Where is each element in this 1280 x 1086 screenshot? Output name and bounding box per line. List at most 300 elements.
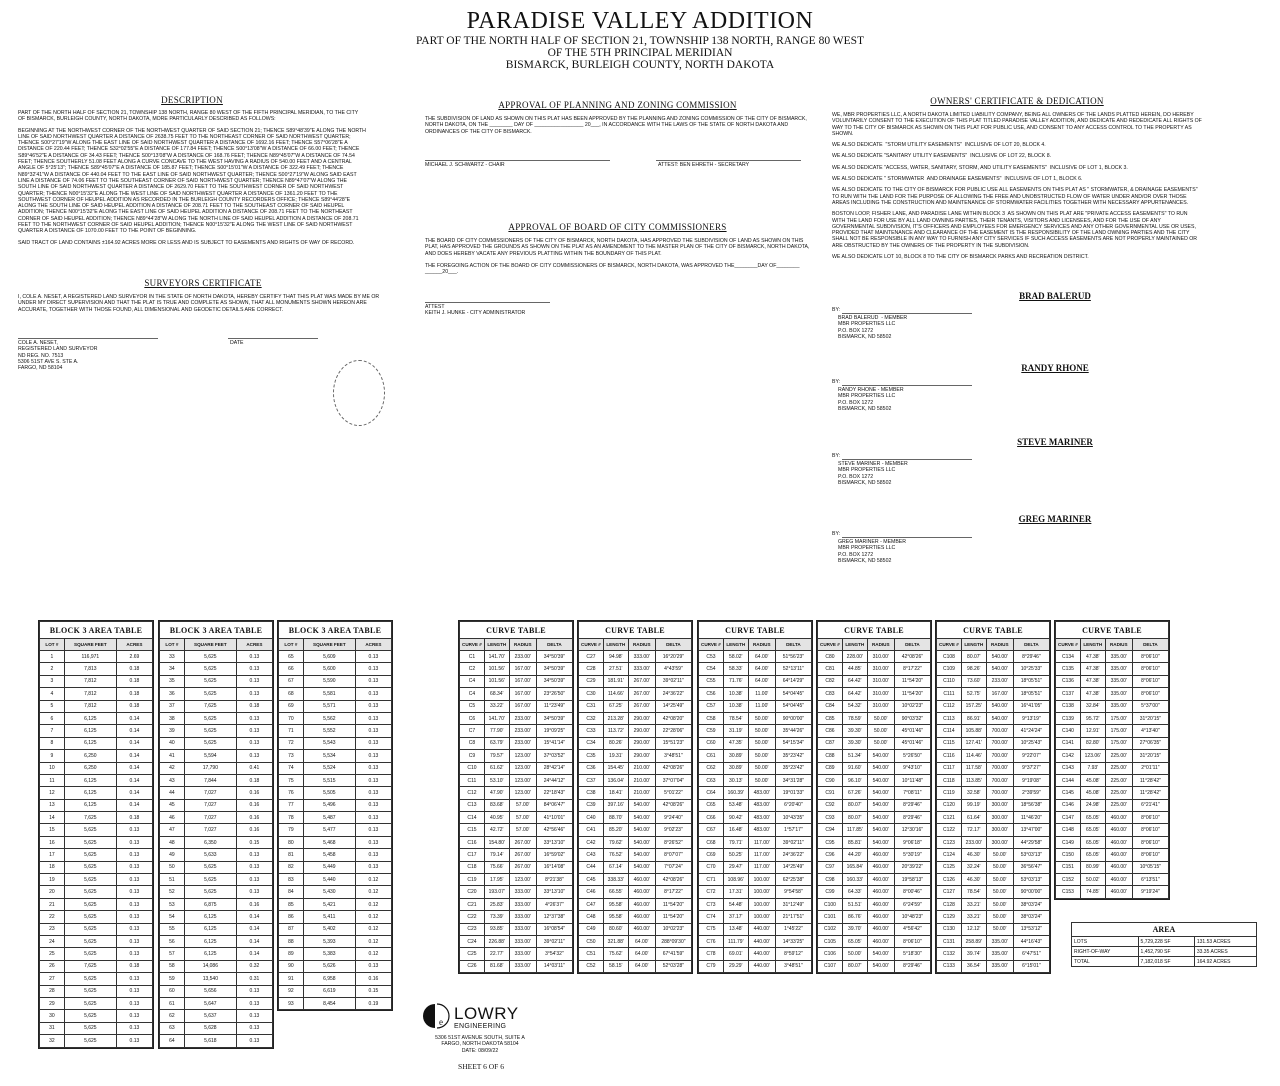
table-cell: 127.41' <box>961 737 986 749</box>
table-cell: 19.31' <box>603 750 628 762</box>
table-cell: 1°45'22" <box>775 923 811 935</box>
table-row <box>160 849 273 861</box>
table-cell: 5,515 <box>303 774 355 786</box>
table-cell: 540.00' <box>986 651 1013 663</box>
curve-table-4 <box>935 620 1051 974</box>
table-cell: 5,625 <box>64 1010 116 1022</box>
table-row <box>818 725 931 737</box>
table-cell: C26 <box>460 960 485 972</box>
table-cell: 4°26'37" <box>536 898 572 910</box>
table-cell: 5,625 <box>184 675 236 687</box>
table-row <box>160 700 273 712</box>
table-cell: 47 <box>160 824 185 836</box>
table-row <box>40 688 153 700</box>
table-cell: 460.00' <box>1105 812 1132 824</box>
table-cell: C151 <box>1056 861 1081 873</box>
table-cell: 33.21' <box>961 898 986 910</box>
owner-by-2: BY: <box>832 453 841 459</box>
table-cell: 1 <box>40 651 65 663</box>
table-cell: C60 <box>699 737 724 749</box>
table-cell: 23°26'50" <box>536 688 572 700</box>
table-cell: 90°00'00" <box>775 712 811 724</box>
table-cell: 31°12'49" <box>775 898 811 910</box>
table-cell: 8°59'12" <box>775 948 811 960</box>
table-cell: 0.14 <box>116 712 152 724</box>
table-cell: 34°50'39" <box>536 651 572 663</box>
table-cell: 16°20'29" <box>655 651 691 663</box>
table-row <box>1056 812 1169 824</box>
table-cell: C75 <box>699 923 724 935</box>
table-cell: 7,625 <box>184 700 236 712</box>
table-row <box>1056 663 1169 675</box>
table-row <box>40 935 153 947</box>
table-cell: 64.00' <box>628 948 655 960</box>
table-row <box>937 861 1050 873</box>
table-cell: 5,581 <box>303 688 355 700</box>
table-cell: 0.13 <box>236 874 272 886</box>
table-cell: 0.13 <box>236 750 272 762</box>
table-row <box>818 750 931 762</box>
table-cell: C21 <box>460 898 485 910</box>
table-cell: 290.00' <box>628 737 655 749</box>
table-cell: 7°07'24" <box>655 861 691 873</box>
table-cell: 0.14 <box>236 923 272 935</box>
table-cell: 11 <box>40 774 65 786</box>
table-cell: 12.91' <box>1080 725 1105 737</box>
table-cell: 0.13 <box>116 985 152 997</box>
table-cell: 540.00' <box>986 663 1013 675</box>
table-cell: 63 <box>160 1022 185 1034</box>
table-cell: 225.00' <box>1105 799 1132 811</box>
table-cell: 8°17'22" <box>894 663 930 675</box>
table-cell: 8 <box>40 737 65 749</box>
table-cell: 86 <box>279 911 304 923</box>
table-cell: 460.00' <box>867 886 894 898</box>
table-row <box>699 935 812 947</box>
table-cell: 0.13 <box>116 849 152 861</box>
table-row <box>699 688 812 700</box>
table-cell: 210.00' <box>628 787 655 799</box>
table-cell: 42°08'26" <box>655 799 691 811</box>
table-cell: 65.05' <box>1080 812 1105 824</box>
table-cell: 0.13 <box>236 737 272 749</box>
table-cell: 310.00' <box>867 700 894 712</box>
table-cell: 64.00' <box>748 675 775 687</box>
table-row <box>160 886 273 898</box>
table-row <box>279 985 392 997</box>
area-cell: 5,729,228 SF <box>1138 937 1194 947</box>
table-cell: 45.08' <box>1080 774 1105 786</box>
table-cell: 81.68' <box>484 960 509 972</box>
table-row <box>460 651 573 663</box>
table-cell: 460.00' <box>628 911 655 923</box>
table-cell: C4 <box>460 688 485 700</box>
table-cell: 23 <box>40 923 65 935</box>
table-cell: 0.13 <box>116 948 152 960</box>
table-cell: C123 <box>937 836 962 848</box>
table-cell: 45°01'46" <box>894 725 930 737</box>
table-cell: 11.00' <box>748 700 775 712</box>
table-cell: 333.00' <box>509 923 536 935</box>
table-cell: C35 <box>579 750 604 762</box>
table-cell: 7,812 <box>64 675 116 687</box>
table-cell: 40.95' <box>484 812 509 824</box>
table-cell: 82.80' <box>1080 737 1105 749</box>
table-cell: 15 <box>40 824 65 836</box>
table-cell: 55 <box>160 923 185 935</box>
table-cell: 46.30' <box>961 874 986 886</box>
curve-table-caption: CURVE TABLE <box>579 622 692 639</box>
table-cell: 460.00' <box>867 935 894 947</box>
table-cell: C63 <box>699 774 724 786</box>
table-cell: 42 <box>160 762 185 774</box>
table-cell: 37.17' <box>723 911 748 923</box>
table-cell: 86.91' <box>961 712 986 724</box>
table-cell: 50.25' <box>723 849 748 861</box>
table-cell: 540.00' <box>867 836 894 848</box>
table-cell: 10°25'33" <box>1013 663 1049 675</box>
plat-title: PARADISE VALLEY ADDITION <box>466 8 814 34</box>
table-cell: C122 <box>937 824 962 836</box>
table-cell: 5,628 <box>184 1022 236 1034</box>
table-cell: 225.00' <box>1105 774 1132 786</box>
table-cell: 5,625 <box>184 651 236 663</box>
planning-text: THE SUBDIVISION OF LAND AS SHOWN ON THIS PLAT HAS BEEN APPROVED BY THE PLANNING AND ZONING COMMISSION OF THE CITY OF BISMARCK, NORTH DAKOTA, ON THE ________ DAY OF _________________ 20___, IN ACCORDANCE WITH THE LAWS OF THE STATE OF NORTH DAKOTA AND ORDINANCES OF THE CITY OF BISMARCK. <box>425 116 809 135</box>
table-cell: 6°24'59" <box>894 898 930 910</box>
table-cell: 64.00' <box>748 651 775 663</box>
table-cell: 6°47'51" <box>1013 948 1049 960</box>
table-row <box>818 762 931 774</box>
plat-subtitle-3: BISMARCK, BURLEIGH COUNTY, NORTH DAKOTA <box>505 59 775 71</box>
table-row <box>279 886 392 898</box>
owner-block-2: STEVE MARINER - MEMBER MBR PROPERTIES LLC P.O. BOX 1272 BISMARCK, ND 58502 <box>838 461 908 486</box>
table-cell: 123.00' <box>509 750 536 762</box>
table-cell: 5,618 <box>184 1035 236 1047</box>
table-cell: C54 <box>699 663 724 675</box>
table-cell: 210.00' <box>628 762 655 774</box>
table-row <box>460 812 573 824</box>
table-cell: 0.18 <box>116 700 152 712</box>
owner-name-0: BRAD BALERUD <box>1019 291 1091 301</box>
table-cell: 50.00' <box>842 948 867 960</box>
table-cell: 56 <box>160 935 185 947</box>
table-cell: 28 <box>40 985 65 997</box>
table-cell: 5,562 <box>303 712 355 724</box>
sheet-number: SHEET 6 OF 6 <box>458 1062 504 1071</box>
table-cell: 117.85' <box>842 824 867 836</box>
table-cell: 0.13 <box>116 898 152 910</box>
table-cell: 14°03'11" <box>536 960 572 972</box>
table-cell: C30 <box>579 688 604 700</box>
table-cell: 35 <box>160 675 185 687</box>
table-cell: C150 <box>1056 849 1081 861</box>
area-table <box>1071 922 1257 967</box>
table-row <box>818 911 931 923</box>
table-cell: 9°22'07" <box>1013 750 1049 762</box>
table-row <box>40 725 153 737</box>
table-row <box>160 861 273 873</box>
table-cell: 17,790 <box>184 762 236 774</box>
table-row <box>579 675 692 687</box>
table-cell: 228.00' <box>842 651 867 663</box>
surveyor-seal <box>333 360 385 426</box>
owners-para-1: WE ALSO DEDICATE "STORM UTILITY EASEMENTS" INCLUSIVE OF LOT 20, BLOCK 4. <box>832 142 1046 149</box>
table-cell: 5,625 <box>184 663 236 675</box>
owners-para-0: WE, MBR PROPERTIES LLC, A NORTH DAKOTA LIMITED LIABILITY COMPANY, BEING ALL OWNERS OF THE LANDS PLATTED HEREIN, DO HEREBY VOLUNTARILY CONSENT TO THE EXECUTION OF THIS PLAT TITLED PARADISE VALLEY ADDITION, AND DEDICATE AND REDEDICATE ALL RIGHTS OF WAY TO THE CITY OF BISMARCK AS SHOWN ON THIS PLAT FOR PUBLIC USE, AND CONSENT TO ANY ACCESS CONTROL TO THE PROPERTY AS SHOWN. <box>832 112 1204 137</box>
curve-column-header: CURVE # <box>818 639 843 651</box>
table-cell: 333.00' <box>509 935 536 947</box>
table-cell: 440.00' <box>748 923 775 935</box>
table-cell: 42°08'26" <box>894 651 930 663</box>
table-cell: C46 <box>579 886 604 898</box>
table-cell: C71 <box>699 874 724 886</box>
table-row <box>279 973 392 985</box>
table-cell: 79.57' <box>484 750 509 762</box>
table-cell: C139 <box>1056 712 1081 724</box>
table-cell: C72 <box>699 886 724 898</box>
table-cell: C80 <box>818 651 843 663</box>
table-cell: 85 <box>279 898 304 910</box>
owner-block-0: BRAD BALERUD - MEMBER MBR PROPERTIES LLC P.O. BOX 1272 BISMARCK, ND 58502 <box>838 315 908 340</box>
curve-column-header: RADIUS <box>628 639 655 651</box>
table-row <box>40 861 153 873</box>
curve-column-header: CURVE # <box>1056 639 1081 651</box>
table-cell: 7,027 <box>184 812 236 824</box>
table-cell: 5,411 <box>303 911 355 923</box>
table-cell: 100.00' <box>748 898 775 910</box>
planning-heading: APPROVAL OF PLANNING AND ZONING COMMISSION <box>498 100 737 110</box>
table-cell: 290.00' <box>628 712 655 724</box>
table-cell: 5,625 <box>64 997 116 1009</box>
table-row <box>1056 836 1169 848</box>
table-cell: 78.59' <box>842 712 867 724</box>
table-row <box>937 712 1050 724</box>
table-row <box>937 725 1050 737</box>
table-cell: 0.13 <box>355 675 391 687</box>
table-cell: 333.00' <box>509 948 536 960</box>
lowry-logo-icon <box>422 1003 452 1029</box>
table-cell: C90 <box>818 774 843 786</box>
table-cell: C65 <box>699 799 724 811</box>
table-cell: 50 <box>160 861 185 873</box>
table-row <box>460 787 573 799</box>
table-row <box>160 712 273 724</box>
table-cell: 8°06'10" <box>1132 849 1168 861</box>
table-cell: 40 <box>160 737 185 749</box>
table-cell: 0.18 <box>236 774 272 786</box>
table-row <box>460 799 573 811</box>
table-cell: 5,625 <box>64 824 116 836</box>
table-cell: 165.84' <box>842 861 867 873</box>
table-cell: 6,125 <box>64 712 116 724</box>
table-row <box>279 762 392 774</box>
table-cell: 11°28'42" <box>1132 774 1168 786</box>
table-cell: 6°20'40" <box>775 799 811 811</box>
table-cell: 5,496 <box>303 799 355 811</box>
table-row <box>699 700 812 712</box>
table-cell: 233.00' <box>509 651 536 663</box>
table-cell: 5,552 <box>303 725 355 737</box>
table-cell: 8°29'46" <box>894 812 930 824</box>
table-row <box>937 824 1050 836</box>
table-row <box>699 762 812 774</box>
table-cell: 5°26'50" <box>894 750 930 762</box>
table-cell: 0.13 <box>355 737 391 749</box>
table-cell: 460.00' <box>628 874 655 886</box>
table-cell: 333.00' <box>509 960 536 972</box>
curve-table-0 <box>458 620 574 974</box>
table-cell: 58.33' <box>723 663 748 675</box>
table-cell: 69.01' <box>723 948 748 960</box>
table-cell: 53°03'13" <box>1013 874 1049 886</box>
table-cell: 12°30'16" <box>894 824 930 836</box>
table-cell: 310.00' <box>867 688 894 700</box>
table-cell: 34°50'39" <box>536 712 572 724</box>
table-cell: 5,625 <box>64 911 116 923</box>
table-cell: 29.29' <box>723 960 748 972</box>
table-row <box>579 836 692 848</box>
table-row <box>1056 849 1169 861</box>
table-cell: 335.00' <box>1105 688 1132 700</box>
table-row <box>279 923 392 935</box>
table-row <box>279 948 392 960</box>
table-row <box>818 675 931 687</box>
table-cell: 5,625 <box>64 985 116 997</box>
table-row <box>40 886 153 898</box>
table-row <box>40 812 153 824</box>
table-row <box>279 663 392 675</box>
table-cell: 31 <box>40 1022 65 1034</box>
table-cell: C81 <box>818 663 843 675</box>
table-cell: 18°05'51" <box>1013 688 1049 700</box>
owners-para-3: WE ALSO DEDICATE "ACCESS, WATER, SANITARY, STORM, AND UTILITY EASEMENTS" INCLUSIVE OF LOT 1, BLOCK 3. <box>832 164 1128 171</box>
table-cell: 4 <box>40 688 65 700</box>
table-row <box>818 849 931 861</box>
table-cell: 5,571 <box>303 700 355 712</box>
table-cell: 64.00' <box>628 960 655 972</box>
table-cell: 111.79' <box>723 935 748 947</box>
curve-column-header: DELTA <box>1132 639 1168 651</box>
table-cell: 0.16 <box>236 898 272 910</box>
table-cell: 193.07' <box>484 886 509 898</box>
owners-para-2: WE ALSO DEDICATE "SANITARY UTILITY EASEMENTS" INCLUSIVE OF LOT 22, BLOCK 8. <box>832 153 1052 160</box>
table-cell: 7,813 <box>64 663 116 675</box>
table-cell: 8°06'10" <box>1132 836 1168 848</box>
owners-para-6: BOSTON LOOP, FISHER LANE, AND PARADISE LANE WITHIN BLOCK 3 AS SHOWN ON THIS PLAT ARE "PRIVATE ACCESS EASEMENTS" TO RUN WITH THE LAND FOR USE BY ALL LAND OWNING PARTIES, THEIR TENANTS, VISITORS AND LICENSEES, AND FOR THE USE OF ANY GOVERNMENTAL SUBDIVISION, IT'S OFFICERS AND EMPLOYEES FOR EMERGENCY SERVICES AND ANY OTHER GOVERNMENTAL USE OR USES, PROVIDED THAT MAINTENANCE AND CLEARANCE OF THE EASEMENT IS THE RESPONSIBILITY OF THE LAND OWNING PARTIES AND THE CITY SHALL NOT BE RESPONSIBLE IN ANY WAY TO FURNISH ANY CITY SERVICES IF SUCH ACCESS EASEMENTS ARE NOT PROPERLY MAINTAINED OR ARE OBSTRUCTED BY THE OWNERS OF THE PROPERTY IN THE SUBDIVISION. <box>832 211 1199 249</box>
table-cell: 5°01'22" <box>655 787 691 799</box>
table-cell: C97 <box>818 861 843 873</box>
table-cell: 47.90' <box>484 787 509 799</box>
table-cell: 460.00' <box>628 886 655 898</box>
table-cell: 91.60' <box>842 762 867 774</box>
table-cell: 5,383 <box>303 948 355 960</box>
table-cell: 33 <box>160 651 185 663</box>
table-cell: 540.00' <box>867 948 894 960</box>
block-area-column-header: SQUARE FEET <box>303 639 355 651</box>
table-row <box>1056 688 1169 700</box>
table-row <box>40 874 153 886</box>
table-cell: C45 <box>579 874 604 886</box>
table-cell: C59 <box>699 725 724 737</box>
table-cell: 7,812 <box>64 688 116 700</box>
table-cell: 69 <box>279 700 304 712</box>
table-cell: 48 <box>160 836 185 848</box>
table-row <box>1056 651 1169 663</box>
table-cell: 46 <box>160 812 185 824</box>
table-cell: 37°03'52" <box>536 750 572 762</box>
table-cell: 333.00' <box>628 663 655 675</box>
secretary-sig-line <box>656 160 801 161</box>
table-cell: 6°21'41" <box>1132 799 1168 811</box>
table-cell: 12.12' <box>961 923 986 935</box>
table-cell: 0.18 <box>236 700 272 712</box>
table-cell: C20 <box>460 886 485 898</box>
table-cell: 92 <box>279 985 304 997</box>
table-cell: 460.00' <box>867 898 894 910</box>
table-cell: 0.13 <box>236 1010 272 1022</box>
block-area-column-header: ACRES <box>236 639 272 651</box>
table-row <box>40 1022 153 1034</box>
table-cell: 3°54'32" <box>536 948 572 960</box>
table-cell: 335.00' <box>986 960 1013 972</box>
table-cell: 52°03'28" <box>655 960 691 972</box>
table-cell: C140 <box>1056 725 1081 737</box>
table-cell: 226.88' <box>484 935 509 947</box>
table-cell: 540.00' <box>628 861 655 873</box>
curve-column-header: RADIUS <box>509 639 536 651</box>
block-area-column-header: LOT # <box>279 639 304 651</box>
table-cell: C152 <box>1056 874 1081 886</box>
table-cell: 33°13'10" <box>536 886 572 898</box>
table-row <box>937 935 1050 947</box>
table-cell: C115 <box>937 737 962 749</box>
table-cell: 0.13 <box>355 700 391 712</box>
table-cell: 8°06'10" <box>1132 663 1168 675</box>
commission-heading: APPROVAL OF BOARD OF CITY COMMISSIONERS <box>508 222 727 232</box>
table-cell: 113.85' <box>961 774 986 786</box>
commission-text-2: THE FOREGOING ACTION OF THE BOARD OF CITY COMMISSIONERS OF BISMARCK, NORTH DAKOTA, WAS APPROVED THE________DAY OF________ ______20___. <box>425 262 801 276</box>
table-row <box>937 960 1050 972</box>
table-row <box>460 824 573 836</box>
table-cell: 267.00' <box>509 849 536 861</box>
table-cell: 8°06'10" <box>1132 675 1168 687</box>
table-cell: 0.14 <box>236 935 272 947</box>
table-row <box>937 923 1050 935</box>
table-row <box>937 886 1050 898</box>
table-cell: C57 <box>699 700 724 712</box>
table-cell: 8°00'46" <box>894 886 930 898</box>
table-cell: 10°48'23" <box>894 911 930 923</box>
table-cell: 0.13 <box>355 799 391 811</box>
table-cell: 54 <box>160 911 185 923</box>
table-row <box>818 886 931 898</box>
table-row <box>699 948 812 960</box>
commission-section <box>425 222 810 275</box>
table-cell: 49 <box>160 849 185 861</box>
table-row <box>160 836 273 848</box>
table-cell: 0.13 <box>116 973 152 985</box>
table-cell: 89 <box>279 948 304 960</box>
table-cell: 0.13 <box>116 911 152 923</box>
curve-column-header: DELTA <box>655 639 691 651</box>
table-cell: 117.00' <box>748 861 775 873</box>
commission-text-1: THE BOARD OF CITY COMMISSIONERS OF THE CITY OF BISMARCK, NORTH DAKOTA, HAS APPROVED THE SUBDIVISION OF LAND AS SHOWN ON THIS PLAT, HAS APPROVED THE GROUNDS AS SHOWN ON THE PLAT AS AN AMENDMENT TO THE MASTER PLAN OF THE CITY OF BISMARCK, NORTH DAKOTA, AND DOES HEREBY VACATE ANY PREVIOUS PLATTING WITHIN THE BOUNDARY OF THIS PLAT. <box>425 238 811 257</box>
owners-para-5: WE ALSO DEDICATE TO THE CITY OF BISMARCK FOR PUBLIC USE ALL EASEMENTS ON THIS PLAT AS " STORMWATER, & DRAINAGE EASEMENTS" TO RUN WITH THE LAND FOR THE PURPOSE OF ALLOWING THE FREE AND UNOBSTRUCTED FLOW OF WATER UNDER AND/OR OVER THOSE AREAS INCLUDING THE CONSTRUCTION AND MAINTENANCE OF STORMWATER FACILITIES TOGETHER WITH NECESSARY APPURTENANCES. <box>832 187 1199 206</box>
table-cell: 11°54'20" <box>655 898 691 910</box>
table-cell: 8°29'46" <box>894 960 930 972</box>
table-cell: 17.31' <box>723 886 748 898</box>
table-row <box>40 774 153 786</box>
